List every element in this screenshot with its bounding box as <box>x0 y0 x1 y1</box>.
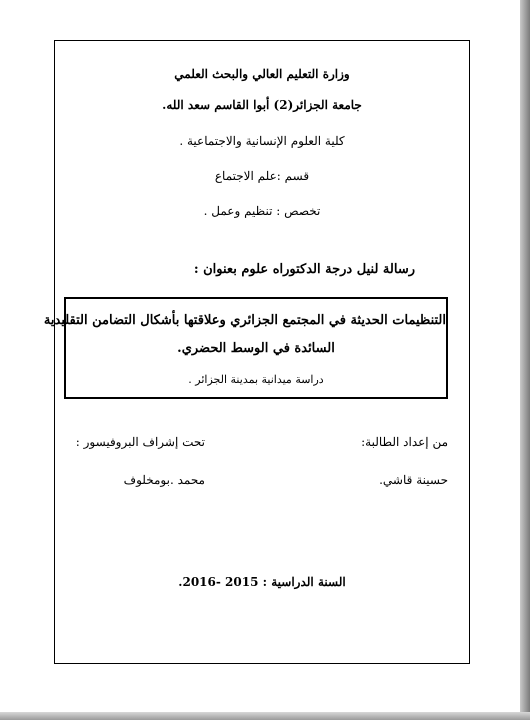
ministry-name: وزارة التعليم العالي والبحث العلمي <box>174 67 350 81</box>
university-name: جامعة الجزائر(2) أبوا القاسم سعد الله. <box>162 98 362 112</box>
department-name: قسم :علم الاجتماع <box>214 169 310 183</box>
supervisor-label: تحت إشراف البروفيسور : <box>75 435 205 449</box>
specialty-name: تخصص : تنظيم وعمل . <box>203 204 321 218</box>
page-shadow-right <box>520 0 530 720</box>
student-name: حسينة قاشي. <box>379 473 448 487</box>
page-shadow-bottom <box>0 712 530 720</box>
academic-year: السنة الدراسية : 2015 -2016. <box>178 575 346 589</box>
thesis-intro: رسالة لنيل درجة الدكتوراه علوم بعنوان : <box>193 262 415 277</box>
faculty-name: كلية العلوم الإنسانية والاجتماعية . <box>179 134 345 148</box>
supervisor-name: محمد .بومخلوف <box>123 473 205 487</box>
thesis-subtitle: دراسة ميدانية بمدينة الجزائر . <box>188 373 324 386</box>
thesis-title-line-1: التنظيمات الحديثة في المجتمع الجزائري وعلاقتها بأشكال التضامن التقليدية <box>43 313 446 328</box>
thesis-title-line-2: السائدة في الوسط الحضري. <box>177 341 335 356</box>
prepared-by-label: من إعداد الطالبة: <box>361 435 448 449</box>
